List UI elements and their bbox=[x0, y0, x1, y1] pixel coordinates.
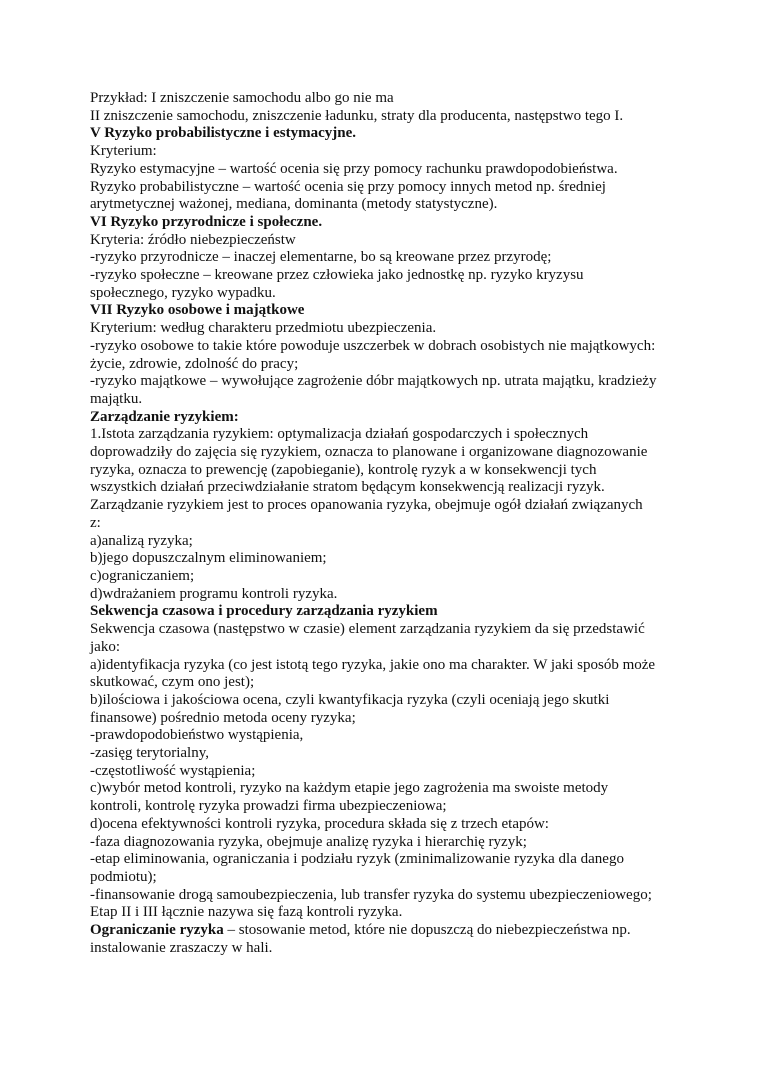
text-line: ryzyka, oznacza to prewencję (zapobieganie), kontrolę ryzyk a w konsekwencji tych bbox=[90, 461, 597, 478]
list-item: d)ocena efektywności kontroli ryzyka, procedura składa się z trzech etapów: bbox=[90, 815, 549, 832]
section-heading: VII Ryzyko osobowe i majątkowe bbox=[90, 302, 305, 319]
list-item: b)jego dopuszczalnym eliminowaniem; bbox=[90, 550, 327, 567]
text-line: -ryzyko osobowe to takie które powoduje uszczerbek w dobrach osobistych nie majątkowych: bbox=[90, 337, 656, 354]
text-line: majątku. bbox=[90, 390, 143, 407]
text-line: Kryterium: bbox=[90, 143, 157, 160]
list-item: -prawdopodobieństwo wystąpienia, bbox=[90, 727, 304, 744]
section-heading: Sekwencja czasowa i procedury zarządzania ryzykiem bbox=[90, 603, 438, 620]
text-line: wszystkich działań przeciwdziałanie stratom będącym konsekwencją realizacji ryzyk. bbox=[90, 479, 605, 496]
list-item: b)ilościowa i jakościowa ocena, czyli kwantyfikacja ryzyka (czyli oceniają jego skutki bbox=[90, 691, 610, 708]
text-line bbox=[90, 922, 680, 940]
text-line: Kryterium: według charakteru przedmiotu ubezpieczenia. bbox=[90, 320, 437, 337]
text-fragment: – stosowanie metod, które nie dopuszczą do niebezpieczeństwa np. bbox=[223, 922, 631, 939]
text-line: doprowadziły do zajęcia się ryzykiem, oznacza to planowane i organizowane diagnozowanie bbox=[90, 444, 648, 461]
text-line: życie, zdrowie, zdolność do pracy; bbox=[90, 355, 299, 372]
section-heading: V Ryzyko probabilistyczne i estymacyjne. bbox=[90, 125, 356, 142]
text-line: kontroli, kontrolę ryzyka prowadzi firma ubezpieczeniowa; bbox=[90, 798, 447, 815]
list-item: c)wybór metod kontroli, ryzyko na każdym etapie jego zagrożenia ma swoiste metody bbox=[90, 780, 609, 797]
text-line: II zniszczenie samochodu, zniszczenie ładunku, straty dla producenta, następstwo tego I. bbox=[90, 107, 624, 124]
list-item: c)ograniczaniem; bbox=[90, 567, 195, 584]
section-heading: VI Ryzyko przyrodnicze i społeczne. bbox=[90, 213, 323, 230]
list-item: -częstotliwość wystąpienia; bbox=[90, 762, 256, 779]
list-item: -finansowanie drogą samoubezpieczenia, lub transfer ryzyka do systemu ubezpieczeniowego; bbox=[90, 886, 652, 903]
text-line: społecznego, ryzyko wypadku. bbox=[90, 284, 276, 301]
text-line: Etap II i III łącznie nazywa się fazą kontroli ryzyka. bbox=[90, 904, 403, 921]
list-item: -faza diagnozowania ryzyka, obejmuje analizę ryzyka i hierarchię ryzyk; bbox=[90, 833, 527, 850]
text-line: -ryzyko społeczne – kreowane przez człowieka jako jednostkę np. ryzyko kryzysu bbox=[90, 267, 584, 284]
section-heading: Zarządzanie ryzykiem: bbox=[90, 408, 239, 425]
text-line: Sekwencja czasowa (następstwo w czasie) element zarządzania ryzykiem da się przedstawić bbox=[90, 621, 645, 638]
list-item: a)identyfikacja ryzyka (co jest istotą tego ryzyka, jakie ono ma charakter. W jaki sposób może bbox=[90, 656, 656, 673]
text-line: -ryzyko przyrodnicze – inaczej elementarne, bo są kreowane przez przyrodę; bbox=[90, 249, 552, 266]
text-line: Przykład: I zniszczenie samochodu albo go nie ma bbox=[90, 90, 394, 106]
text-line: z: bbox=[90, 514, 101, 531]
text-line: skutkować, czym ono jest); bbox=[90, 674, 255, 691]
text-line: instalowanie zraszaczy w hali. bbox=[90, 939, 273, 956]
text-line: finansowe) pośrednio metoda oceny ryzyka; bbox=[90, 709, 356, 726]
text-line: Ryzyko probabilistyczne – wartość ocenia się przy pomocy innych metod np. średniej bbox=[90, 178, 606, 195]
list-item: a)analizą ryzyka; bbox=[90, 532, 193, 549]
text-line: Zarządzanie ryzykiem jest to proces opanowania ryzyka, obejmuje ogół działań związanych bbox=[90, 497, 643, 514]
bold-term: Ograniczanie ryzyka bbox=[90, 922, 224, 939]
text-line: podmiotu); bbox=[90, 868, 157, 885]
list-item: -zasięg terytorialny, bbox=[90, 745, 209, 762]
text-line: -ryzyko majątkowe – wywołujące zagrożenie dóbr majątkowych np. utrata majątku, kradzieży bbox=[90, 373, 657, 390]
list-item: -etap eliminowania, ograniczania i podziału ryzyk (zminimalizowanie ryzyka dla danego bbox=[90, 851, 624, 868]
text-line: arytmetycznej ważonej, mediana, dominanta (metody statystyczne). bbox=[90, 196, 498, 213]
text-line: jako: bbox=[90, 638, 120, 655]
document-body bbox=[90, 90, 680, 957]
text-line: Ryzyko estymacyjne – wartość ocenia się przy pomocy rachunku prawdopodobieństwa. bbox=[90, 160, 618, 177]
text-line: Kryteria: źródło niebezpieczeństw bbox=[90, 231, 296, 248]
list-item: d)wdrażaniem programu kontroli ryzyka. bbox=[90, 585, 338, 602]
text-line: 1.Istota zarządzania ryzykiem: optymalizacja działań gospodarczych i społecznych bbox=[90, 426, 589, 443]
